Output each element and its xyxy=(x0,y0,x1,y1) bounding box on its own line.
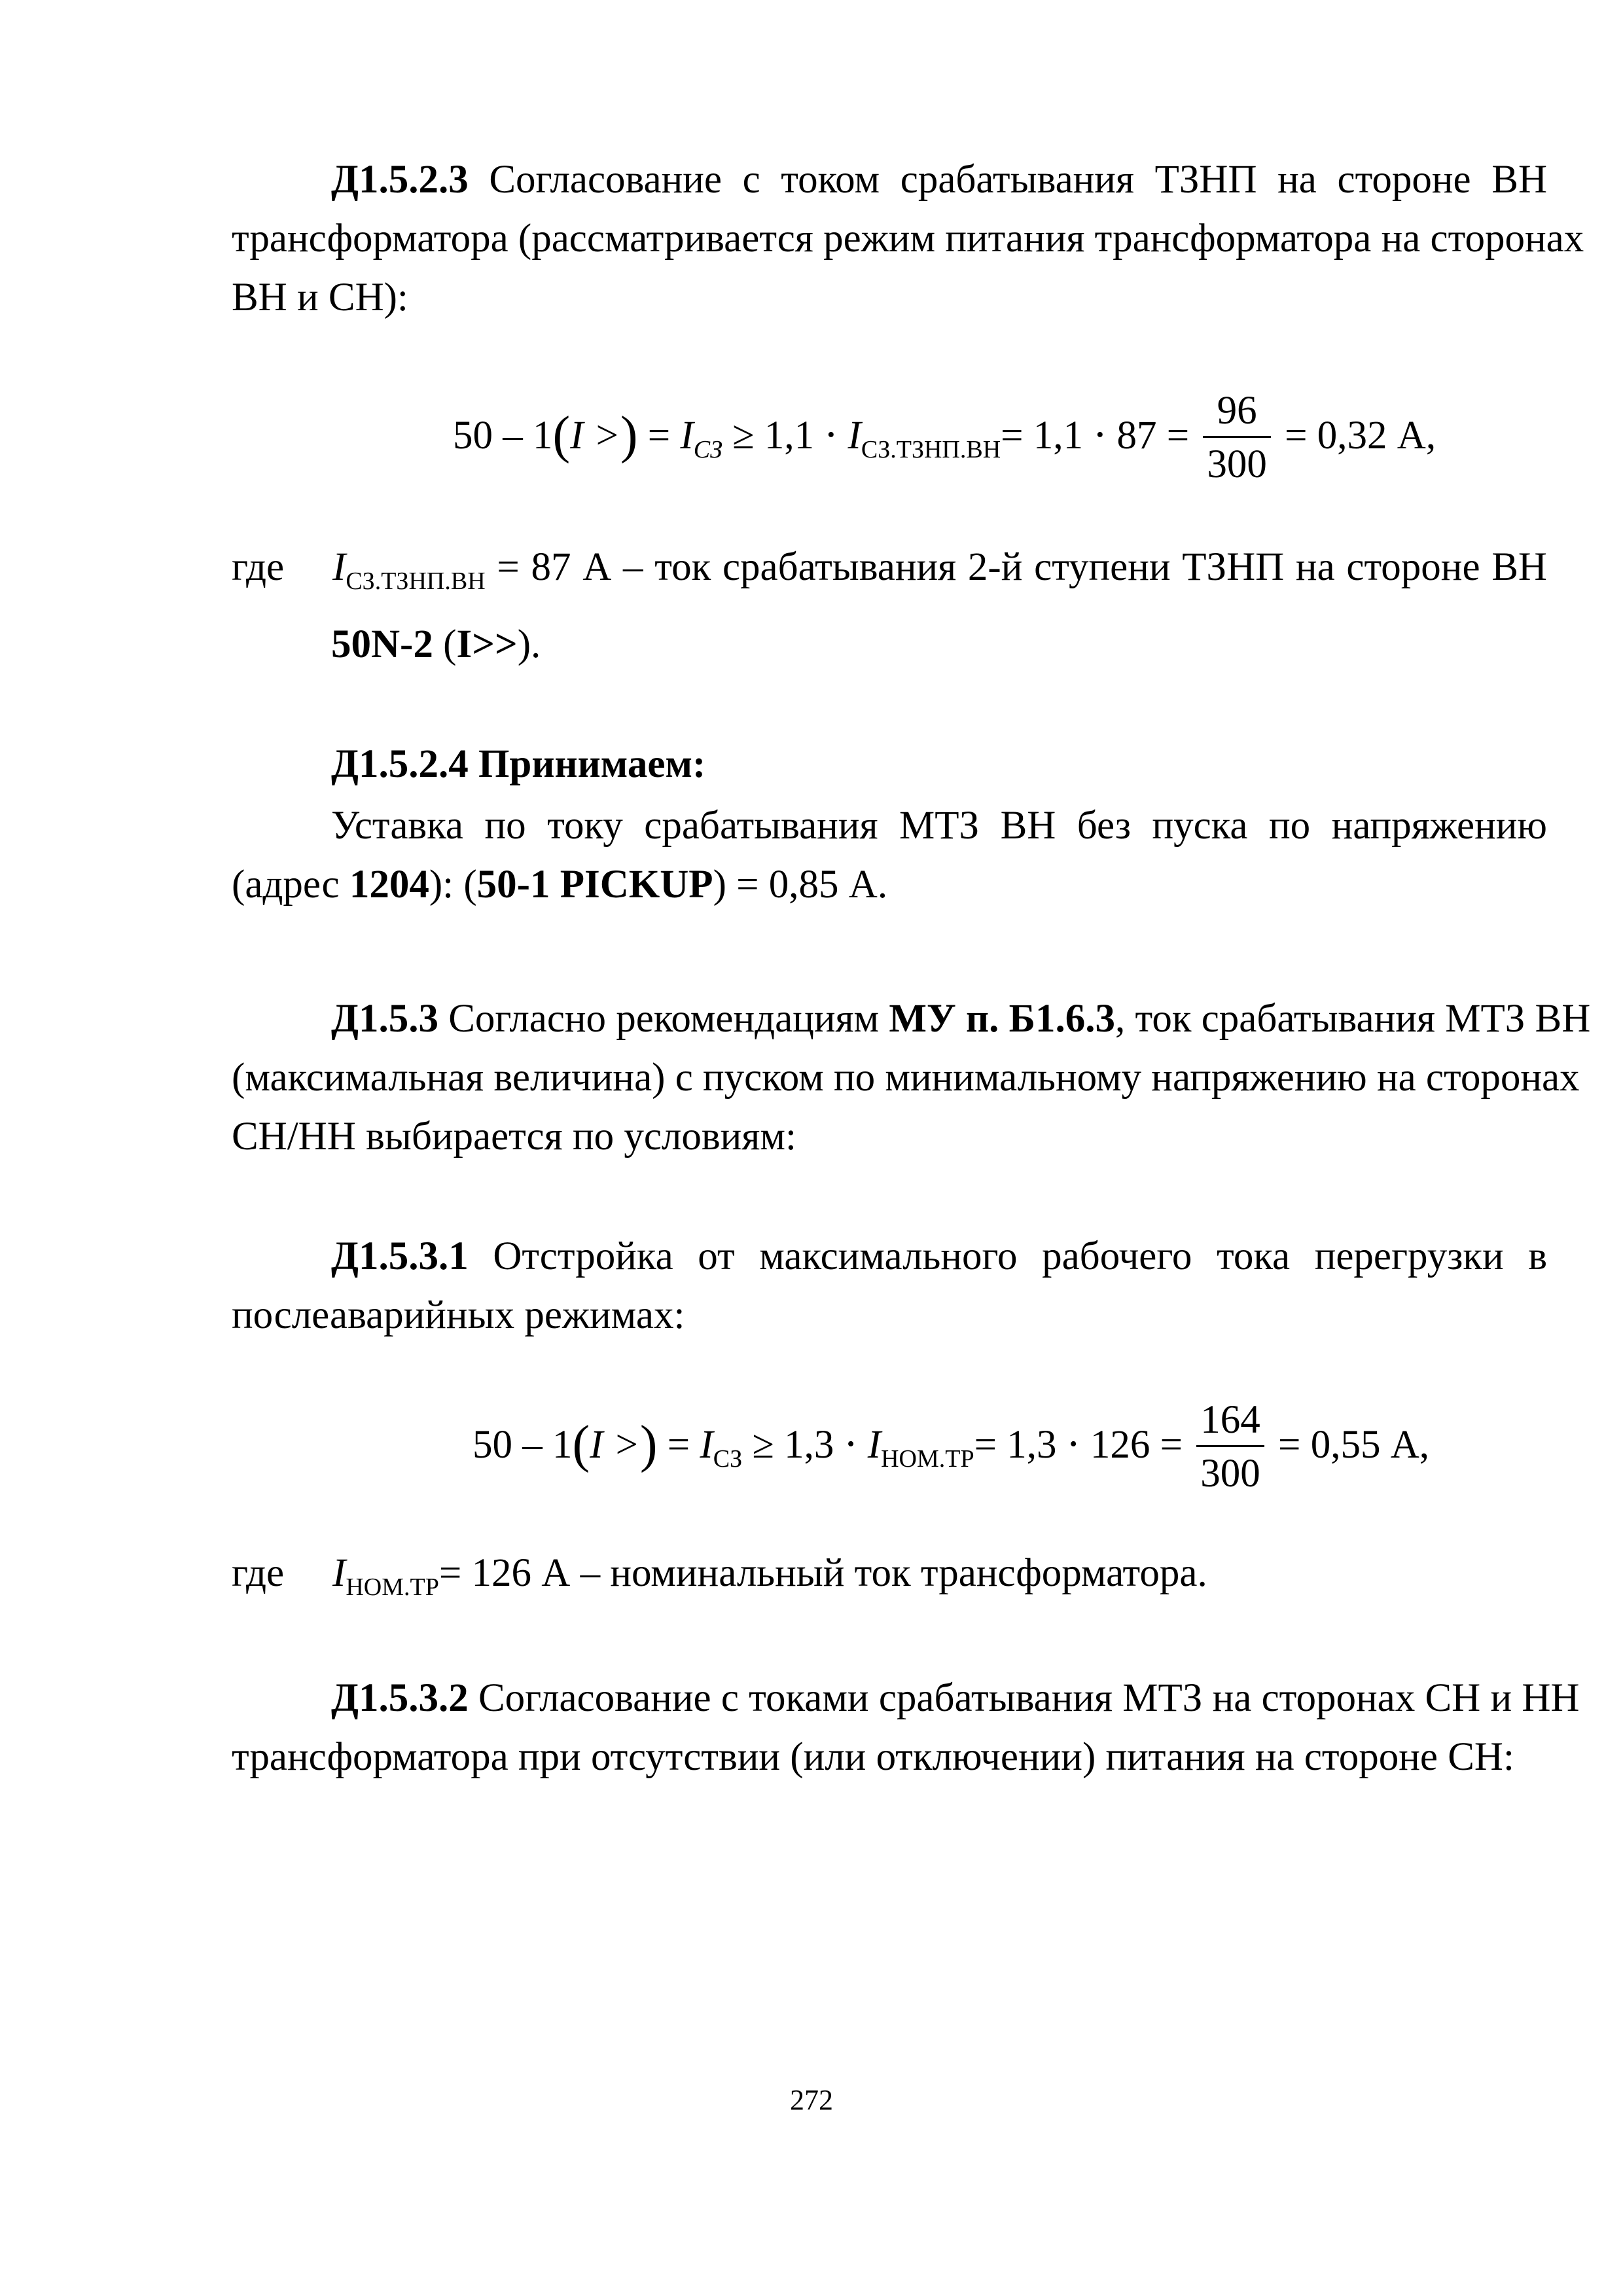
paragraph-d1-5-3 xyxy=(232,995,1591,1161)
paragraph-line: (максимальная величина) с пуском по минимальному напряжению на сторонах xyxy=(232,1056,1580,1100)
paragraph-line: трансформатора при отсутствии (или отключении) питания на стороне СН: xyxy=(232,1735,1514,1780)
page-number: 272 xyxy=(790,2084,833,2116)
where-label: где xyxy=(232,545,285,589)
fraction: $\frac{164}{300}$ xyxy=(1196,1395,1264,1501)
where-label: где xyxy=(232,1551,285,1595)
paragraph-d1-5-2-3 xyxy=(232,156,1584,322)
paragraph-d1-5-3-2 xyxy=(232,1674,1580,1781)
paragraph-d1-5-2-4-heading: Д1.5.2.4 Принимаем: xyxy=(331,742,706,786)
paragraph-d1-5-2-4 xyxy=(232,802,1547,908)
paragraph-line: Д1.5.3 Согласно рекомендациям МУ п. Б1.6.3, ток срабатывания МТЗ ВН xyxy=(331,997,1591,1041)
paragraph-line: трансформатора (рассматривается режим питания трансформатора на сторонах xyxy=(232,217,1584,261)
where-definition-2: $I_{НОМ.ТР}= 126$ А – номинальный ток трансформатора. xyxy=(332,1551,1207,1601)
paragraph-d1-5-3-1 xyxy=(232,1232,1547,1339)
formula-2: 50 – 1(I >) = $I_{СЗ} \ge 1,3 \cdot I_{НОМ.ТР}= 1,3 \cdot 126$ = $\frac{164}{300}$ = 0,55 А, xyxy=(473,1395,1429,1501)
paragraph-line: Д1.5.2.3 Согласование с током срабатывания ТЗНП на стороне ВН xyxy=(331,158,1547,202)
section-number: Д1.5.2.3 xyxy=(331,158,469,202)
paragraph-line: Д1.5.3.1 Отстройка от максимального рабочего тока перегрузки в xyxy=(331,1234,1547,1278)
fraction: $\frac{96}{300}$ xyxy=(1203,386,1271,492)
where-definition-1: $I_{СЗ.ТЗНП.ВН} = 87$ А – ток срабатывания 2-й ступени ТЗНП на стороне ВН xyxy=(332,545,1547,595)
formula-1: 50 – 1(I >) = $I_{СЗ} \ge 1,1 \cdot I_{СЗ.ТЗНП.ВН}= 1,1 \cdot 87$ = $\frac{96}{300}$ = 0,32 А, xyxy=(453,386,1436,492)
paragraph-line: (адрес 1204): (50-1 PICKUP) = 0,85 А. xyxy=(232,863,888,907)
paragraph-line: СН/НН выбирается по условиям: xyxy=(232,1115,796,1159)
paragraph-line: Уставка по току срабатывания МТЗ ВН без пуска по напряжению xyxy=(331,804,1547,848)
paragraph-line: послеаварийных режимах: xyxy=(232,1293,685,1338)
where-definition-1-cont: 50N-2 (I>>). xyxy=(331,622,541,666)
paragraph-line: Д1.5.3.2 Согласование с токами срабатывания МТЗ на сторонах СН и НН xyxy=(331,1676,1580,1720)
paragraph-line: ВН и СН): xyxy=(232,276,408,320)
